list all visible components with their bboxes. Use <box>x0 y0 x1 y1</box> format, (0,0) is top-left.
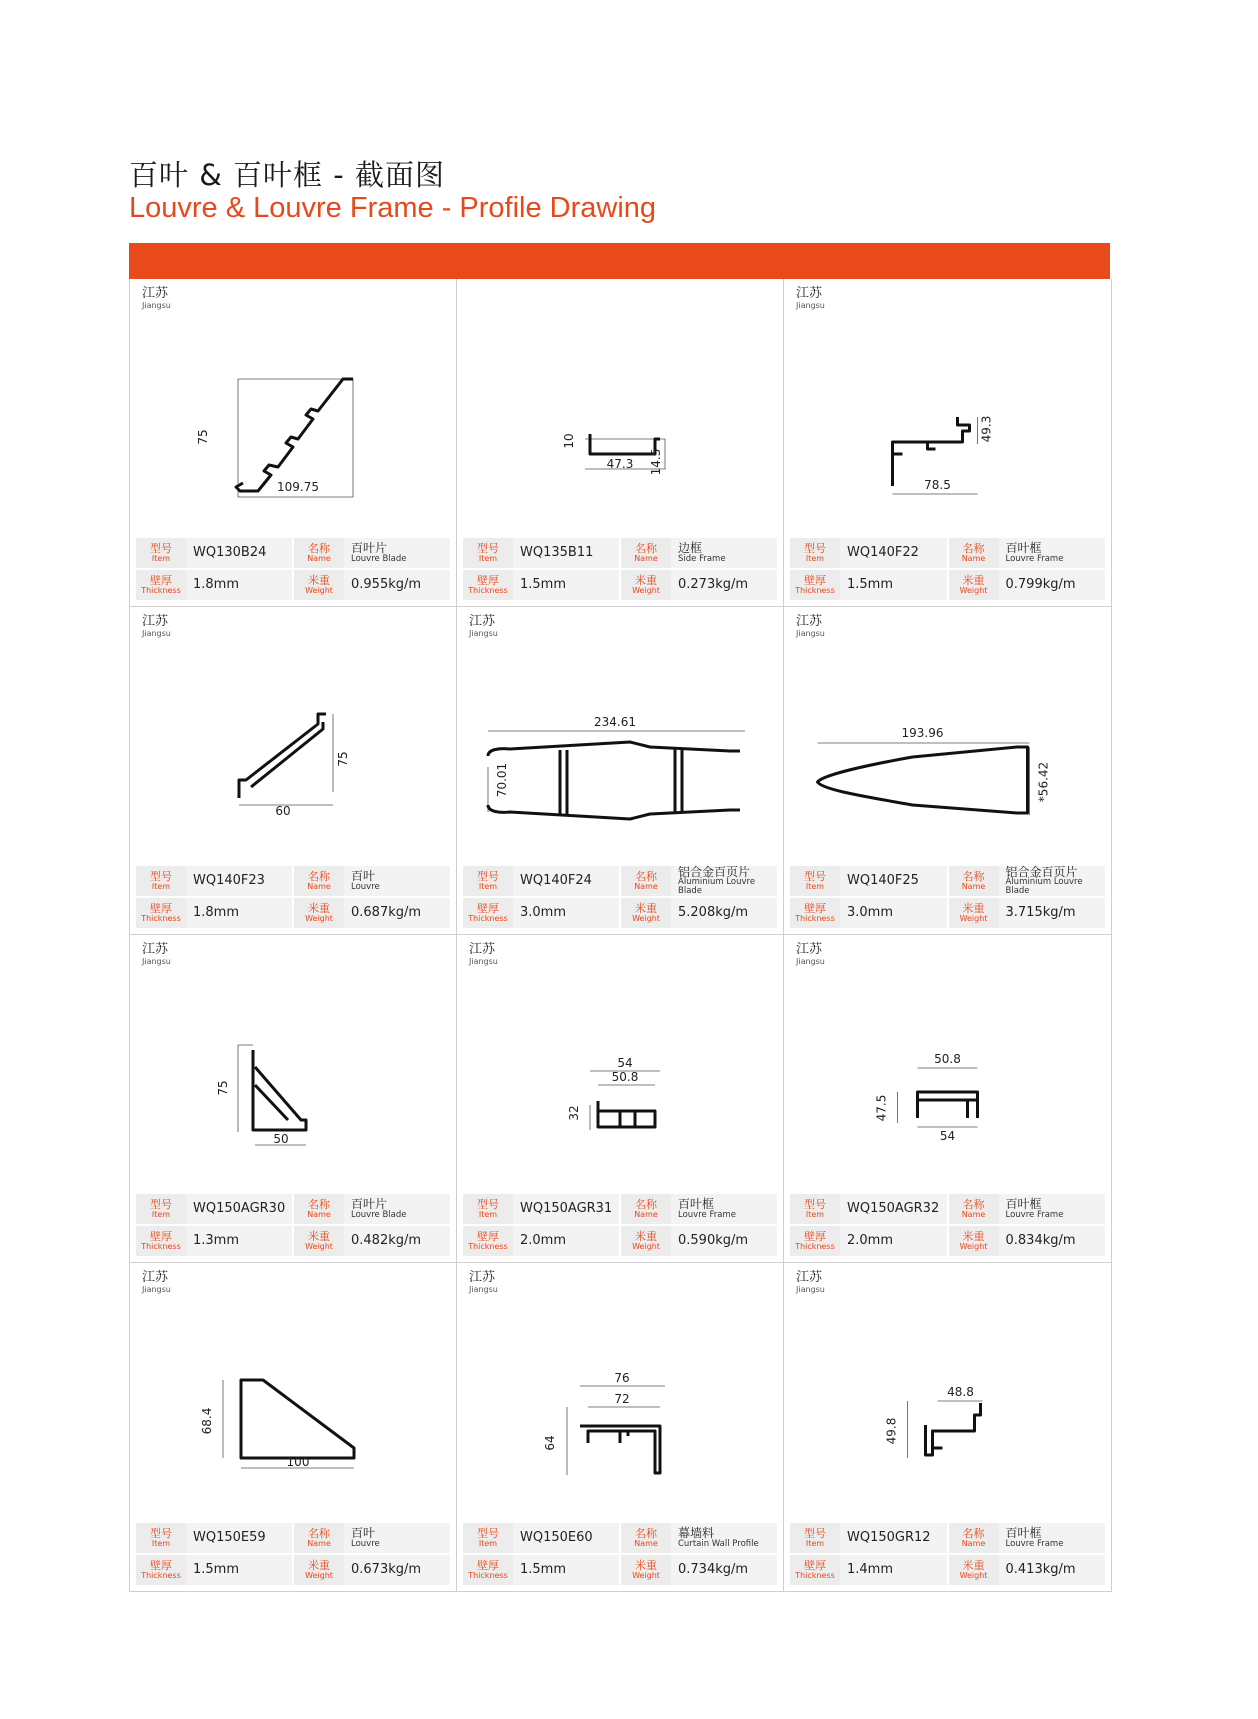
item-value: WQ140F22 <box>840 538 947 568</box>
name-label: 名称 Name <box>949 538 999 568</box>
product-card-wq130b24 <box>130 279 457 607</box>
thickness-label: 壁厚 Thickness <box>463 1555 513 1585</box>
thickness-value: 1.8mm <box>186 898 292 928</box>
origin-cn: 江苏 <box>796 942 823 957</box>
spec-table <box>790 1194 1105 1258</box>
profile-drawing <box>457 319 783 539</box>
weight-value: 0.273kg/m <box>671 570 777 600</box>
dimension-line <box>898 1068 978 1127</box>
name-value: 边框 Side Frame <box>671 538 777 568</box>
origin-en: Jiangsu <box>796 629 825 638</box>
weight-value: 0.834kg/m <box>999 1226 1106 1256</box>
profile-svg <box>457 975 783 1195</box>
thickness-value: 1.5mm <box>513 1555 619 1585</box>
thickness-value: 3.0mm <box>840 898 947 928</box>
dimension-label: 72 <box>614 1392 630 1406</box>
profile-svg <box>457 319 783 539</box>
item-label: 型号 Item <box>136 1194 186 1224</box>
weight-value: 0.673kg/m <box>344 1555 450 1585</box>
item-label: 型号 Item <box>463 538 513 568</box>
name-label: 名称 Name <box>621 1194 671 1224</box>
thickness-label: 壁厚 Thickness <box>136 570 186 600</box>
dimension-label: 10 <box>562 433 576 449</box>
spec-table <box>463 538 777 602</box>
thickness-value: 1.5mm <box>513 570 619 600</box>
item-value: WQ150AGR30 <box>186 1194 292 1224</box>
name-value: 百叶框 Louvre Frame <box>999 538 1106 568</box>
name-value: 百叶 Louvre <box>344 1523 450 1553</box>
dimension-label: *56.42 <box>1036 761 1051 803</box>
dimension-label: 109.75 <box>277 480 319 494</box>
profile-outline <box>580 1426 660 1473</box>
product-card-wq150agr30 <box>130 935 457 1263</box>
weight-value: 0.955kg/m <box>344 570 450 600</box>
origin-cn: 江苏 <box>469 614 496 629</box>
name-label: 名称 Name <box>949 1194 999 1224</box>
thickness-label: 壁厚 Thickness <box>463 1226 513 1256</box>
origin-label <box>796 615 825 638</box>
weight-label: 米重 Weight <box>949 570 999 600</box>
dimension-label: 49.8 <box>884 1417 899 1445</box>
product-card-wq150agr32 <box>784 935 1111 1263</box>
product-card-wq140f25 <box>784 607 1111 935</box>
weight-label: 米重 Weight <box>294 898 344 928</box>
thickness-value: 1.5mm <box>186 1555 292 1585</box>
thickness-label: 壁厚 Thickness <box>463 898 513 928</box>
dimension-label: 64 <box>543 1435 557 1451</box>
weight-value: 0.799kg/m <box>999 570 1106 600</box>
profile-svg <box>130 1303 456 1523</box>
thickness-value: 1.5mm <box>840 570 947 600</box>
name-value: 百叶框 Louvre Frame <box>999 1523 1106 1553</box>
item-label: 型号 Item <box>463 1523 513 1553</box>
profile-svg <box>457 1303 783 1523</box>
item-label: 型号 Item <box>790 866 840 896</box>
item-value: WQ140F24 <box>513 866 619 896</box>
name-label: 名称 Name <box>949 1523 999 1553</box>
dimension-label: 32 <box>567 1105 581 1121</box>
profile-outline <box>598 1101 655 1127</box>
thickness-label: 壁厚 Thickness <box>790 570 840 600</box>
spec-table <box>136 1523 450 1587</box>
origin-en: Jiangsu <box>142 1285 171 1294</box>
origin-label <box>469 1271 498 1294</box>
dimension-label: 75 <box>196 429 210 445</box>
origin-cn: 江苏 <box>142 614 169 629</box>
product-card-wq150e59 <box>130 1263 457 1591</box>
product-card-wq135b11 <box>457 279 784 607</box>
weight-label: 米重 Weight <box>294 1555 344 1585</box>
weight-label: 米重 Weight <box>294 570 344 600</box>
profile-drawing <box>784 319 1111 539</box>
name-value: 百叶 Louvre <box>344 866 450 896</box>
origin-label <box>469 943 498 966</box>
profile-svg <box>130 975 456 1195</box>
dimension-label: 14.5 <box>649 448 663 476</box>
name-label: 名称 Name <box>294 1194 344 1224</box>
spec-table <box>136 1194 450 1258</box>
profile-outline <box>918 1092 978 1118</box>
weight-value: 0.734kg/m <box>671 1555 777 1585</box>
thickness-value: 2.0mm <box>840 1226 947 1256</box>
profile-outline <box>893 417 970 486</box>
item-label: 型号 Item <box>790 538 840 568</box>
item-label: 型号 Item <box>136 538 186 568</box>
item-value: WQ150AGR31 <box>513 1194 619 1224</box>
profile-drawing <box>130 1303 456 1523</box>
dimension-label: 50.8 <box>934 1052 961 1066</box>
dimension-label: 54 <box>939 1129 956 1143</box>
origin-en: Jiangsu <box>796 1285 825 1294</box>
spec-table <box>790 538 1105 602</box>
thickness-value: 2.0mm <box>513 1226 619 1256</box>
profile-outline <box>241 1380 354 1458</box>
thickness-label: 壁厚 Thickness <box>790 898 840 928</box>
product-grid <box>129 279 1112 1592</box>
thickness-value: 1.4mm <box>840 1555 947 1585</box>
origin-en: Jiangsu <box>469 957 498 966</box>
profile-drawing <box>457 975 783 1195</box>
name-label: 名称 Name <box>294 1523 344 1553</box>
product-card-wq140f24 <box>457 607 784 935</box>
name-value: 铝合金百页片 Aluminium Louvre Blade <box>671 866 777 896</box>
spec-table <box>463 1194 777 1258</box>
item-value: WQ140F25 <box>840 866 947 896</box>
dimension-label: 47.5 <box>874 1094 889 1122</box>
dimension-label: 47.3 <box>606 457 634 471</box>
dimension-line <box>238 1045 253 1132</box>
origin-cn: 江苏 <box>796 286 823 301</box>
item-value: WQ130B24 <box>186 538 292 568</box>
name-label: 名称 Name <box>294 866 344 896</box>
weight-label: 米重 Weight <box>621 570 671 600</box>
weight-label: 米重 Weight <box>294 1226 344 1256</box>
dimension-label: 76 <box>614 1371 630 1385</box>
dimension-label: 100 <box>286 1455 310 1469</box>
profile-outline <box>253 1050 306 1130</box>
profile-drawing <box>784 1303 1111 1523</box>
dimension-label: 50 <box>273 1132 289 1146</box>
spec-table <box>136 866 450 930</box>
profile-drawing <box>130 975 456 1195</box>
name-label: 名称 Name <box>621 866 671 896</box>
origin-en: Jiangsu <box>142 957 171 966</box>
profile-svg <box>784 647 1111 867</box>
product-card-wq140f23 <box>130 607 457 935</box>
origin-label <box>142 943 171 966</box>
dimension-label: 75 <box>336 751 350 767</box>
weight-value: 0.482kg/m <box>344 1226 450 1256</box>
weight-value: 0.687kg/m <box>344 898 450 928</box>
dimension-label: 70.01 <box>495 762 509 798</box>
item-label: 型号 Item <box>136 1523 186 1553</box>
thickness-label: 壁厚 Thickness <box>790 1226 840 1256</box>
name-label: 名称 Name <box>621 538 671 568</box>
origin-en: Jiangsu <box>469 1285 498 1294</box>
name-value: 百叶片 Louvre Blade <box>344 1194 450 1224</box>
dimension-label: 49.3 <box>979 415 994 443</box>
item-value: WQ150E59 <box>186 1523 292 1553</box>
weight-label: 米重 Weight <box>621 1555 671 1585</box>
profile-outline <box>926 1403 981 1455</box>
profile-drawing <box>130 319 456 539</box>
profile-svg <box>130 647 456 867</box>
product-card-wq150e60 <box>457 1263 784 1591</box>
profile-drawing <box>457 1303 783 1523</box>
dimension-label: 193.96 <box>901 726 944 740</box>
dimension-line <box>818 743 1030 815</box>
dimension-label: 48.8 <box>947 1385 974 1399</box>
origin-en: Jiangsu <box>796 301 825 310</box>
origin-label <box>142 287 171 310</box>
weight-value: 0.413kg/m <box>999 1555 1106 1585</box>
item-value: WQ135B11 <box>513 538 619 568</box>
origin-label <box>796 1271 825 1294</box>
weight-label: 米重 Weight <box>949 898 999 928</box>
item-label: 型号 Item <box>790 1194 840 1224</box>
product-card-wq150agr31 <box>457 935 784 1263</box>
spec-table <box>136 538 450 602</box>
origin-cn: 江苏 <box>469 1270 496 1285</box>
weight-value: 0.590kg/m <box>671 1226 777 1256</box>
weight-value: 5.208kg/m <box>671 898 777 928</box>
profile-drawing <box>784 975 1111 1195</box>
weight-label: 米重 Weight <box>621 898 671 928</box>
dimension-label: 60 <box>275 804 291 818</box>
name-value: 百叶框 Louvre Frame <box>671 1194 777 1224</box>
item-label: 型号 Item <box>463 866 513 896</box>
weight-label: 米重 Weight <box>949 1226 999 1256</box>
profile-svg <box>784 1303 1111 1523</box>
item-label: 型号 Item <box>790 1523 840 1553</box>
thickness-value: 1.8mm <box>186 570 292 600</box>
origin-cn: 江苏 <box>142 1270 169 1285</box>
thickness-label: 壁厚 Thickness <box>136 898 186 928</box>
profile-svg <box>784 975 1111 1195</box>
name-value: 铝合金百页片 Aluminium Louvre Blade <box>999 866 1106 896</box>
origin-en: Jiangsu <box>469 629 498 638</box>
thickness-value: 1.3mm <box>186 1226 292 1256</box>
profile-svg <box>457 647 783 867</box>
origin-cn: 江苏 <box>796 614 823 629</box>
name-value: 幕墙料 Curtain Wall Profile <box>671 1523 777 1553</box>
spec-table <box>463 1523 777 1587</box>
thickness-label: 壁厚 Thickness <box>790 1555 840 1585</box>
dimension-label: 234.61 <box>594 715 636 729</box>
name-label: 名称 Name <box>621 1523 671 1553</box>
item-value: WQ150GR12 <box>840 1523 947 1553</box>
name-value: 百叶片 Louvre Blade <box>344 538 450 568</box>
item-value: WQ150E60 <box>513 1523 619 1553</box>
origin-label <box>469 615 498 638</box>
page-title-en: Louvre & Louvre Frame - Profile Drawing <box>129 192 657 224</box>
item-value: WQ140F23 <box>186 866 292 896</box>
item-value: WQ150AGR32 <box>840 1194 947 1224</box>
profile-outline <box>236 379 353 491</box>
profile-outline <box>488 742 740 819</box>
name-label: 名称 Name <box>294 538 344 568</box>
dimension-label: 54 <box>617 1056 633 1070</box>
page-title-cn: 百叶 & 百叶框 - 截面图 <box>129 158 445 192</box>
header-accent-bar <box>129 243 1110 279</box>
origin-label <box>142 615 171 638</box>
profile-drawing <box>784 647 1111 867</box>
origin-en: Jiangsu <box>142 629 171 638</box>
origin-label <box>796 287 825 310</box>
name-label: 名称 Name <box>949 866 999 896</box>
spec-table <box>790 866 1105 930</box>
origin-cn: 江苏 <box>469 942 496 957</box>
thickness-label: 壁厚 Thickness <box>463 570 513 600</box>
spec-table <box>790 1523 1105 1587</box>
dimension-label: 78.5 <box>924 478 951 492</box>
product-card-wq150gr12 <box>784 1263 1111 1591</box>
origin-en: Jiangsu <box>796 957 825 966</box>
origin-en: Jiangsu <box>142 301 171 310</box>
dimension-label: 50.8 <box>611 1070 639 1084</box>
profile-svg <box>784 319 1111 539</box>
origin-cn: 江苏 <box>142 286 169 301</box>
thickness-label: 壁厚 Thickness <box>136 1226 186 1256</box>
origin-label <box>142 1271 171 1294</box>
origin-label <box>796 943 825 966</box>
profile-outline <box>818 747 1028 813</box>
weight-label: 米重 Weight <box>949 1555 999 1585</box>
weight-label: 米重 Weight <box>621 1226 671 1256</box>
spec-table <box>463 866 777 930</box>
dimension-label: 68.4 <box>200 1407 214 1435</box>
profile-svg <box>130 319 456 539</box>
item-label: 型号 Item <box>463 1194 513 1224</box>
thickness-value: 3.0mm <box>513 898 619 928</box>
thickness-label: 壁厚 Thickness <box>136 1555 186 1585</box>
profile-drawing <box>457 647 783 867</box>
item-label: 型号 Item <box>136 866 186 896</box>
name-value: 百叶框 Louvre Frame <box>999 1194 1106 1224</box>
profile-drawing <box>130 647 456 867</box>
weight-value: 3.715kg/m <box>999 898 1106 928</box>
profile-outline <box>239 714 326 798</box>
origin-cn: 江苏 <box>142 942 169 957</box>
origin-cn: 江苏 <box>796 1270 823 1285</box>
dimension-label: 75 <box>216 1080 230 1096</box>
product-card-wq140f22 <box>784 279 1111 607</box>
